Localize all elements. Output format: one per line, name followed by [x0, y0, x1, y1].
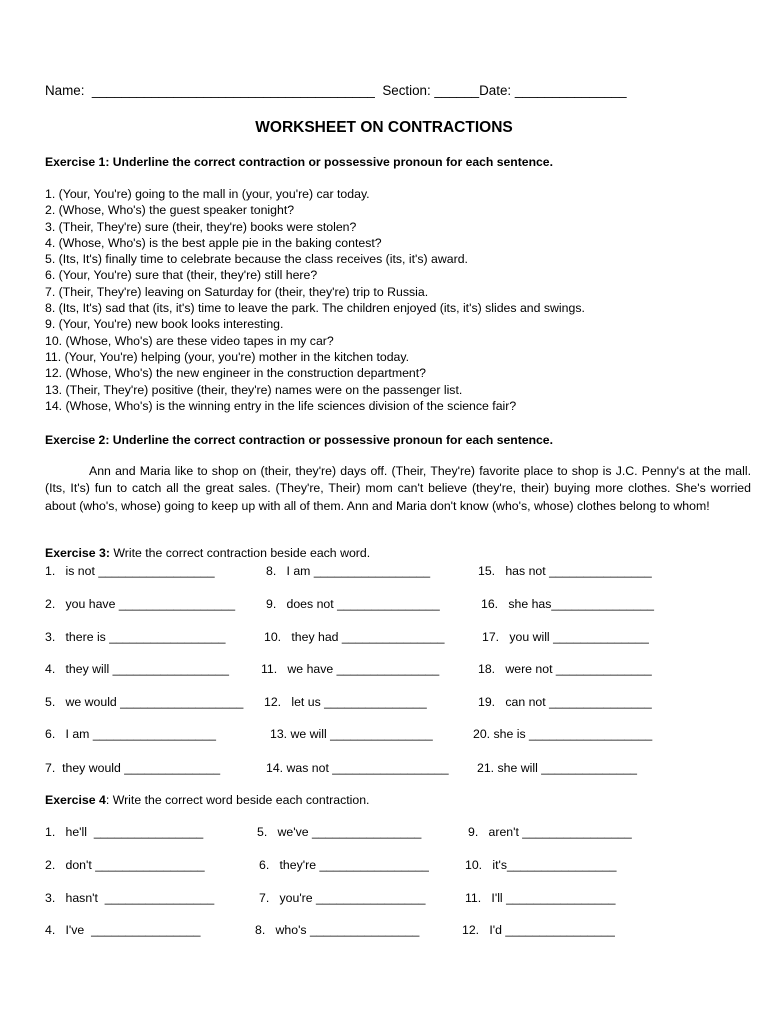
exercise-3-item[interactable]: 7. they would ______________ — [45, 761, 221, 775]
exercise-4-item[interactable]: 3. hasn't ________________ — [45, 891, 215, 905]
exercise-4-item[interactable]: 10. it's________________ — [465, 858, 617, 872]
exercise-4-item[interactable]: 12. I'd ________________ — [462, 923, 615, 937]
list-item: 3. (Their, They're) sure (their, they're) books were stolen? — [45, 219, 357, 234]
list-item: 7. (Their, They're) leaving on Saturday for (their, they're) trip to Russia. — [45, 284, 429, 299]
exercise-3-item[interactable]: 20. she is __________________ — [473, 727, 653, 741]
exercise-3-item[interactable]: 4. they will _________________ — [45, 662, 229, 676]
exercise-4-heading — [45, 792, 369, 808]
list-item: 14. (Whose, Who's) is the winning entry in the life sciences division of the science fair? — [45, 398, 517, 413]
exercise-3-item[interactable]: 21. she will ______________ — [477, 761, 637, 775]
exercise-3-heading — [45, 545, 370, 561]
exercise-3-item[interactable]: 17. you will ______________ — [482, 630, 649, 644]
list-item: 12. (Whose, Who's) the new engineer in the construction department? — [45, 366, 427, 381]
name-section-date-line: Name: ______________________________________ Section: ______Date: _______________ — [45, 83, 627, 98]
exercise-3-item[interactable]: 8. I am _________________ — [266, 564, 431, 578]
exercise-3-item[interactable]: 11. we have _______________ — [261, 662, 440, 676]
exercise-4-item[interactable]: 1. he'll ________________ — [45, 825, 204, 839]
exercise-4-heading-instruction: : Write the correct word beside each contraction. — [105, 793, 370, 807]
exercise-4-item[interactable]: 6. they're ________________ — [259, 858, 429, 872]
list-item: 2. (Whose, Who's) the guest speaker tonight? — [45, 203, 295, 218]
exercise-4-item[interactable]: 7. you're ________________ — [259, 891, 426, 905]
exercise-3-item[interactable]: 19. can not _______________ — [478, 695, 652, 709]
exercise-4-item[interactable]: 9. aren't ________________ — [468, 825, 632, 839]
page-title: WORKSHEET ON CONTRACTIONS — [255, 119, 513, 136]
exercise-4-item[interactable]: 2. don't ________________ — [45, 858, 205, 872]
exercise-3-item[interactable]: 10. they had _______________ — [264, 630, 445, 644]
list-item: 5. (Its, It's) finally time to celebrate because the class receives (its, it's) award. — [45, 252, 468, 267]
exercise-3-item[interactable]: 13. we will _______________ — [270, 727, 433, 741]
list-item: 8. (Its, It's) sad that (its, it's) time to leave the park. The children enjoyed (its, it's) slides and swings. — [45, 301, 585, 316]
exercise-4-item[interactable]: 8. who's ________________ — [255, 923, 420, 937]
exercise-3-item[interactable]: 12. let us _______________ — [264, 695, 427, 709]
list-item: 1. (Your, You're) going to the mall in (your, you're) car today. — [45, 187, 370, 201]
list-item: 10. (Whose, Who's) are these video tapes in my car? — [45, 333, 334, 348]
exercise-4-item[interactable]: 11. I'll ________________ — [465, 891, 616, 905]
exercise-2-heading: Exercise 2: Underline the correct contraction or possessive pronoun for each sentence. — [45, 433, 553, 447]
exercise-3-heading-label: Exercise 3: — [45, 546, 110, 560]
exercise-2-paragraph: Ann and Maria like to shop on (their, they're) days off. (Their, They're) favorite place to shop is J.C. Penny's at the mall. (Its, It's) fun to catch all the great sales. (They're, Their) mom can't believe (they're, their) buying more clothes. She's worried about (who's, whose) going to keep up with all of them. Ann and Maria don't know (who's, whose) clothes belong to whom! — [45, 464, 751, 513]
list-item: 4. (Whose, Who's) is the best apple pie in the baking contest? — [45, 235, 382, 250]
list-item: 13. (Their, They're) positive (their, they're) names were on the passenger list. — [45, 382, 463, 397]
exercise-3-item[interactable]: 16. she has_______________ — [481, 597, 654, 611]
list-item: 6. (Your, You're) sure that (their, they're) still here? — [45, 268, 318, 283]
exercise-3-item[interactable]: 3. there is _________________ — [45, 630, 226, 644]
list-item: 9. (Your, You're) new book looks interesting. — [45, 317, 284, 332]
exercise-3-item[interactable]: 6. I am __________________ — [45, 727, 216, 741]
exercise-3-item[interactable]: 5. we would __________________ — [45, 695, 244, 709]
exercise-3-item[interactable]: 2. you have _________________ — [45, 597, 236, 611]
exercise-3-item[interactable]: 15. has not _______________ — [478, 564, 652, 578]
exercise-4-item[interactable]: 5. we've ________________ — [257, 825, 422, 839]
exercise-3-item[interactable]: 14. was not _________________ — [266, 761, 449, 775]
exercise-3-item[interactable]: 1. is not _________________ — [45, 564, 215, 578]
exercise-3-heading-instruction: Write the correct contraction beside each word. — [109, 546, 371, 560]
exercise-4-heading-label: Exercise 4 — [45, 793, 106, 807]
exercise-1-heading: Exercise 1: Underline the correct contraction or possessive pronoun for each sentence. — [45, 155, 553, 169]
exercise-4-item[interactable]: 4. I've ________________ — [45, 923, 201, 937]
list-item: 11. (Your, You're) helping (your, you're) mother in the kitchen today. — [45, 349, 410, 364]
exercise-1-list — [45, 186, 585, 414]
exercise-3-item[interactable]: 18. were not ______________ — [478, 662, 652, 676]
exercise-3-item[interactable]: 9. does not _______________ — [266, 597, 440, 611]
